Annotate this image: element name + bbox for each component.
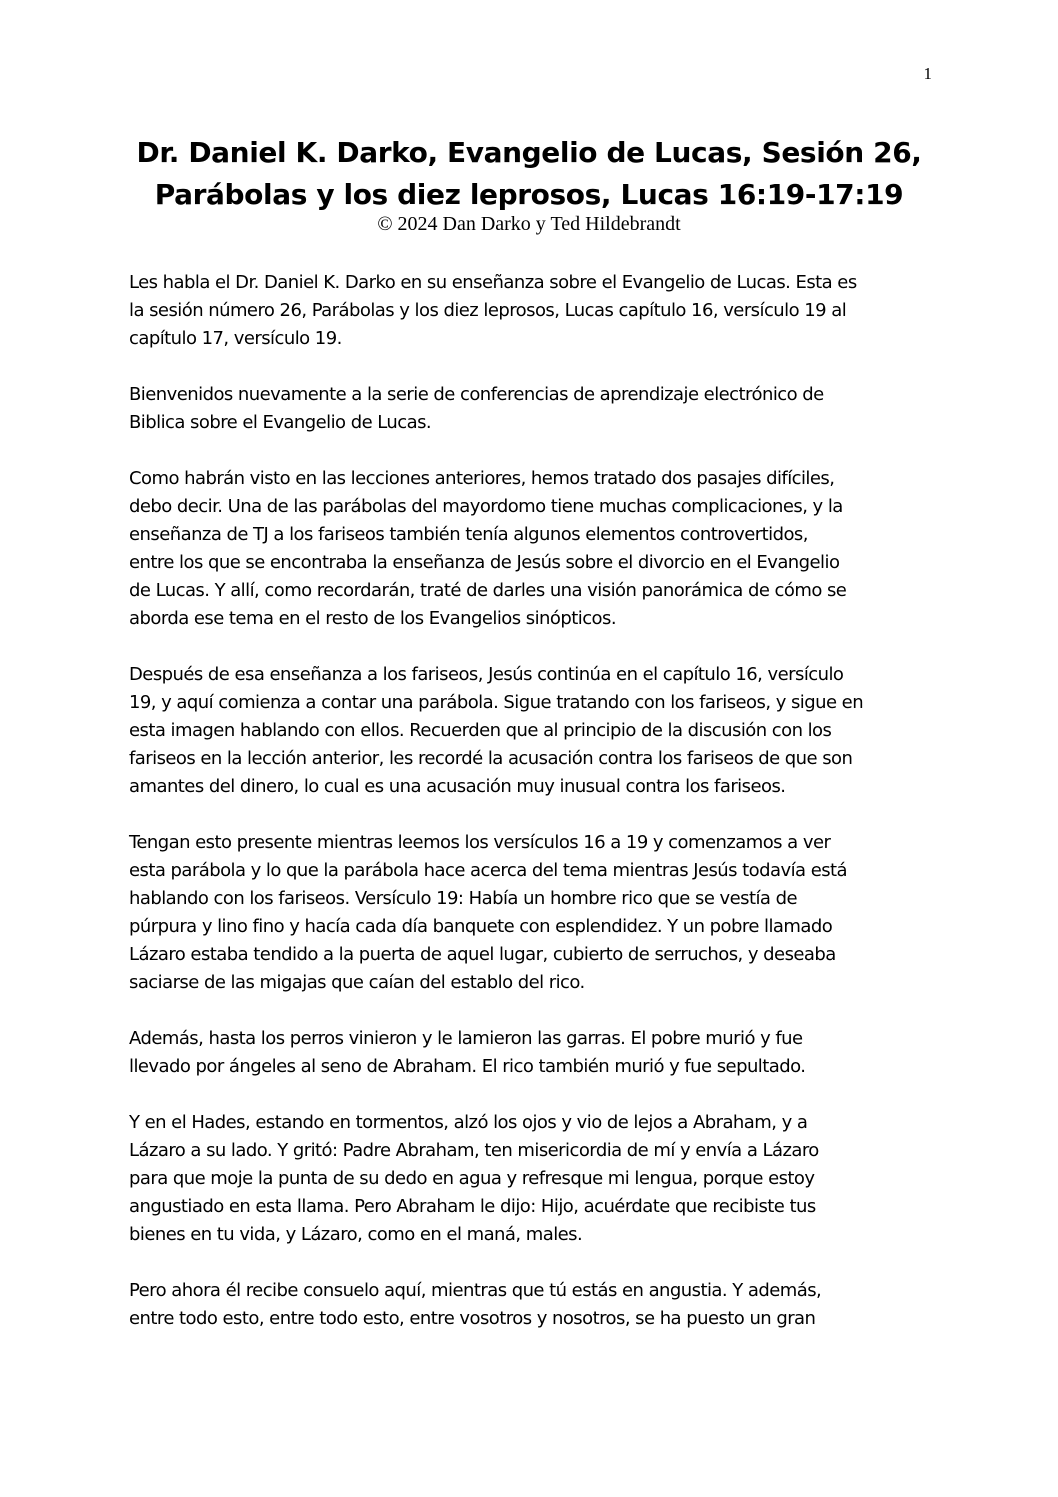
page-number: 1 bbox=[923, 64, 932, 83]
paragraph-line: 19, y aquí comienza a contar una parábola. Sigue tratando con los fariseos, y sigue en bbox=[129, 692, 864, 713]
paragraph-line: Biblica sobre el Evangelio de Lucas. bbox=[129, 412, 432, 433]
copyright-notice: © 2024 Dan Darko y Ted Hildebrandt bbox=[377, 213, 681, 235]
paragraph bbox=[129, 661, 931, 801]
paragraph-line: entre todo esto, entre todo esto, entre vosotros y nosotros, se ha puesto un gran bbox=[129, 1308, 816, 1329]
paragraph-line: Bienvenidos nuevamente a la serie de conferencias de aprendizaje electrónico de bbox=[129, 384, 824, 405]
paragraph-line: angustiado en esta llama. Pero Abraham le dijo: Hijo, acuérdate que recibiste tus bbox=[129, 1196, 816, 1217]
paragraph-line: Además, hasta los perros vinieron y le lamieron las garras. El pobre murió y fue bbox=[129, 1028, 803, 1049]
document-title-line-1: Dr. Daniel K. Darko, Evangelio de Lucas, Sesión 26, bbox=[136, 136, 922, 169]
paragraph-line: entre los que se encontraba la enseñanza de Jesús sobre el divorcio en el Evangelio bbox=[129, 552, 840, 573]
paragraph-line: amantes del dinero, lo cual es una acusación muy inusual contra los fariseos. bbox=[129, 776, 786, 797]
title-block bbox=[100, 132, 958, 236]
paragraph bbox=[129, 829, 931, 997]
paragraph-line: bienes en tu vida, y Lázaro, como en el maná, males. bbox=[129, 1224, 583, 1245]
paragraph-line: Y en el Hades, estando en tormentos, alzó los ojos y vio de lejos a Abraham, y a bbox=[129, 1112, 808, 1133]
paragraph-line: Lázaro a su lado. Y gritó: Padre Abraham, ten misericordia de mí y envía a Lázaro bbox=[129, 1140, 819, 1161]
paragraph-line: fariseos en la lección anterior, les recordé la acusación contra los fariseos de que son bbox=[129, 748, 853, 769]
paragraph bbox=[129, 269, 931, 353]
paragraph bbox=[129, 1109, 931, 1249]
paragraph-line: para que moje la punta de su dedo en agua y refresque mi lengua, porque estoy bbox=[129, 1168, 815, 1189]
paragraph-line: hablando con los fariseos. Versículo 19: Había un hombre rico que se vestía de bbox=[129, 888, 797, 909]
paragraph-line: la sesión número 26, Parábolas y los diez leprosos, Lucas capítulo 16, versículo 19 al bbox=[129, 300, 847, 321]
paragraph-line: llevado por ángeles al seno de Abraham. El rico también murió y fue sepultado. bbox=[129, 1056, 806, 1077]
paragraph-line: saciarse de las migajas que caían del establo del rico. bbox=[129, 972, 585, 993]
paragraph-line: esta imagen hablando con ellos. Recuerden que al principio de la discusión con los bbox=[129, 720, 832, 741]
paragraph-line: Les habla el Dr. Daniel K. Darko en su enseñanza sobre el Evangelio de Lucas. Esta es bbox=[129, 272, 857, 293]
paragraph-line: Tengan esto presente mientras leemos los versículos 16 a 19 y comenzamos a ver bbox=[129, 832, 831, 853]
paragraph-line: aborda ese tema en el resto de los Evangelios sinópticos. bbox=[129, 608, 617, 629]
paragraph-line: Lázaro estaba tendido a la puerta de aquel lugar, cubierto de serruchos, y deseaba bbox=[129, 944, 836, 965]
paragraph-line: enseñanza de TJ a los fariseos también tenía algunos elementos controvertidos, bbox=[129, 524, 808, 545]
paragraph bbox=[129, 381, 931, 437]
paragraph bbox=[129, 1277, 931, 1333]
paragraph-line: Como habrán visto en las lecciones anteriores, hemos tratado dos pasajes difíciles, bbox=[129, 468, 835, 489]
paragraph-line: púrpura y lino fino y hacía cada día banquete con esplendidez. Y un pobre llamado bbox=[129, 916, 833, 937]
paragraph bbox=[129, 465, 931, 633]
paragraph-line: Pero ahora él recibe consuelo aquí, mientras que tú estás en angustia. Y además, bbox=[129, 1280, 822, 1301]
paragraph-line: debo decir. Una de las parábolas del mayordomo tiene muchas complicaciones, y la bbox=[129, 496, 843, 517]
paragraph-line: Después de esa enseñanza a los fariseos, Jesús continúa en el capítulo 16, versículo bbox=[129, 664, 844, 685]
paragraph bbox=[129, 1025, 931, 1081]
body-text bbox=[129, 269, 931, 1361]
paragraph-line: esta parábola y lo que la parábola hace acerca del tema mientras Jesús todavía está bbox=[129, 860, 848, 881]
document-title-line-2: Parábolas y los diez leprosos, Lucas 16:19-17:19 bbox=[154, 178, 904, 211]
paragraph-line: de Lucas. Y allí, como recordarán, traté de darles una visión panorámica de cómo se bbox=[129, 580, 847, 601]
paragraph-line: capítulo 17, versículo 19. bbox=[129, 328, 342, 349]
